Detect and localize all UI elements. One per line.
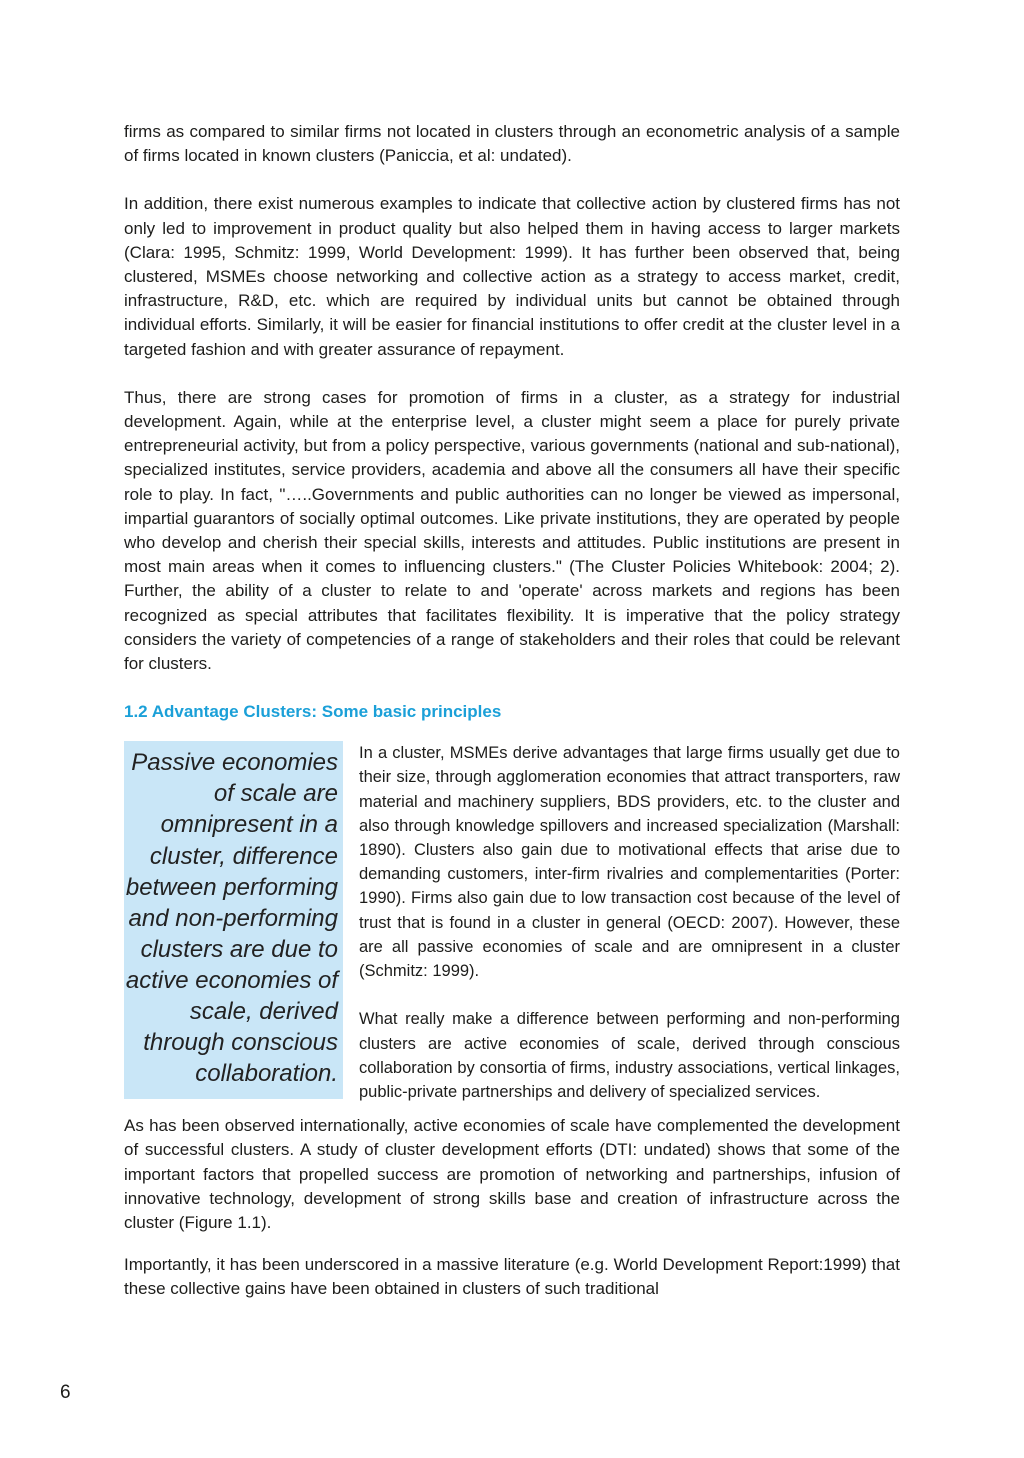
paragraph-7: Importantly, it has been underscored in a massive literature (e.g. World Development Report:1999) that these collective gains have been obtained in clusters of such traditional bbox=[124, 1255, 900, 1299]
paragraph-1: firms as compared to similar firms not located in clusters through an econometric analysis of a sample of firms located in known clusters (Paniccia, et al: undated). bbox=[124, 122, 900, 166]
paragraph-4: In a cluster, MSMEs derive advantages that large firms usually get due to their size, through agglomeration economies that attract transporters, raw material and machinery suppliers, BDS providers, etc. to the cluster and also through knowledge spillovers and increased specialization (Marshall: 1890). Clusters also gain due to motivational effects that arise due to demanding customers, inter-firm rivalries and complementarities (Porter: 1990). Firms also gain due to low transaction cost because of the level of trust that is found in a cluster in general (OECD: 2007). However, these are all passive economies of scale and are omnipresent in a cluster (Schmitz: 1999). bbox=[359, 744, 900, 981]
section-heading: 1.2 Advantage Clusters: Some basic principles bbox=[124, 702, 502, 722]
page-body bbox=[124, 120, 900, 1302]
pull-quote-callout: Passive economies of scale are omnipresent in a cluster, difference between performing and non-performing clusters are due to active economies of scale, derived through conscious collaboration. bbox=[124, 741, 343, 1099]
callout-row bbox=[124, 741, 900, 1104]
page-number: 6 bbox=[60, 1382, 71, 1403]
paragraph-2: In addition, there exist numerous examples to indicate that collective action by clustered firms has not only led to improvement in product quality but also helped them in having access to larger markets (Clara: 1995, Schmitz: 1999, World Development: 1999). It has further been observed that, being clustered, MSMEs choose networking and collective action as a strategy to access market, credit, infrastructure, R&D, etc. which are required by individual units but cannot be obtained through individual efforts. Similarly, it will be easier for financial institutions to offer credit at the cluster level in a targeted fashion and with greater assurance of repayment. bbox=[124, 194, 900, 359]
paragraph-6: As has been observed internationally, active economies of scale have complemented the development of successful clusters. A study of cluster development efforts (DTI: undated) shows that some of the important factors that propelled success are promotion of networking and partnerships, infusion of innovative technology, development of strong skills base and creation of infrastructure across the cluster (Figure 1.1). bbox=[124, 1116, 900, 1232]
paragraph-3: Thus, there are strong cases for promotion of firms in a cluster, as a strategy for industrial development. Again, while at the enterprise level, a cluster might seem a place for purely private entrepreneurial activity, but from a policy perspective, various governments (national and sub-national), specialized institutes, service providers, academia and above all the consumers all have their specific role to play. In fact, "…..Governments and public authorities can no longer be viewed as impersonal, impartial guarantors of socially optimal outcomes. Like private institutions, they are operated by people who develop and cherish their special skills, interests and attitudes. Public institutions are present in most main areas when it comes to influencing clusters." (The Cluster Policies Whitebook: 2004; 2). Further, the ability of a cluster to relate to and 'operate' across markets and regions has been recognized as special attributes that facilitates flexibility. It is imperative that the policy strategy considers the variety of competencies of a range of stakeholders and their roles that could be relevant for clusters. bbox=[124, 387, 900, 674]
side-column bbox=[359, 741, 900, 1104]
paragraph-5: What really make a difference between performing and non-performing clusters are active economies of scale, derived through conscious collaboration by consortia of firms, industry associations, vertical linkages, public-private partnerships and delivery of specialized services. bbox=[359, 1010, 900, 1101]
